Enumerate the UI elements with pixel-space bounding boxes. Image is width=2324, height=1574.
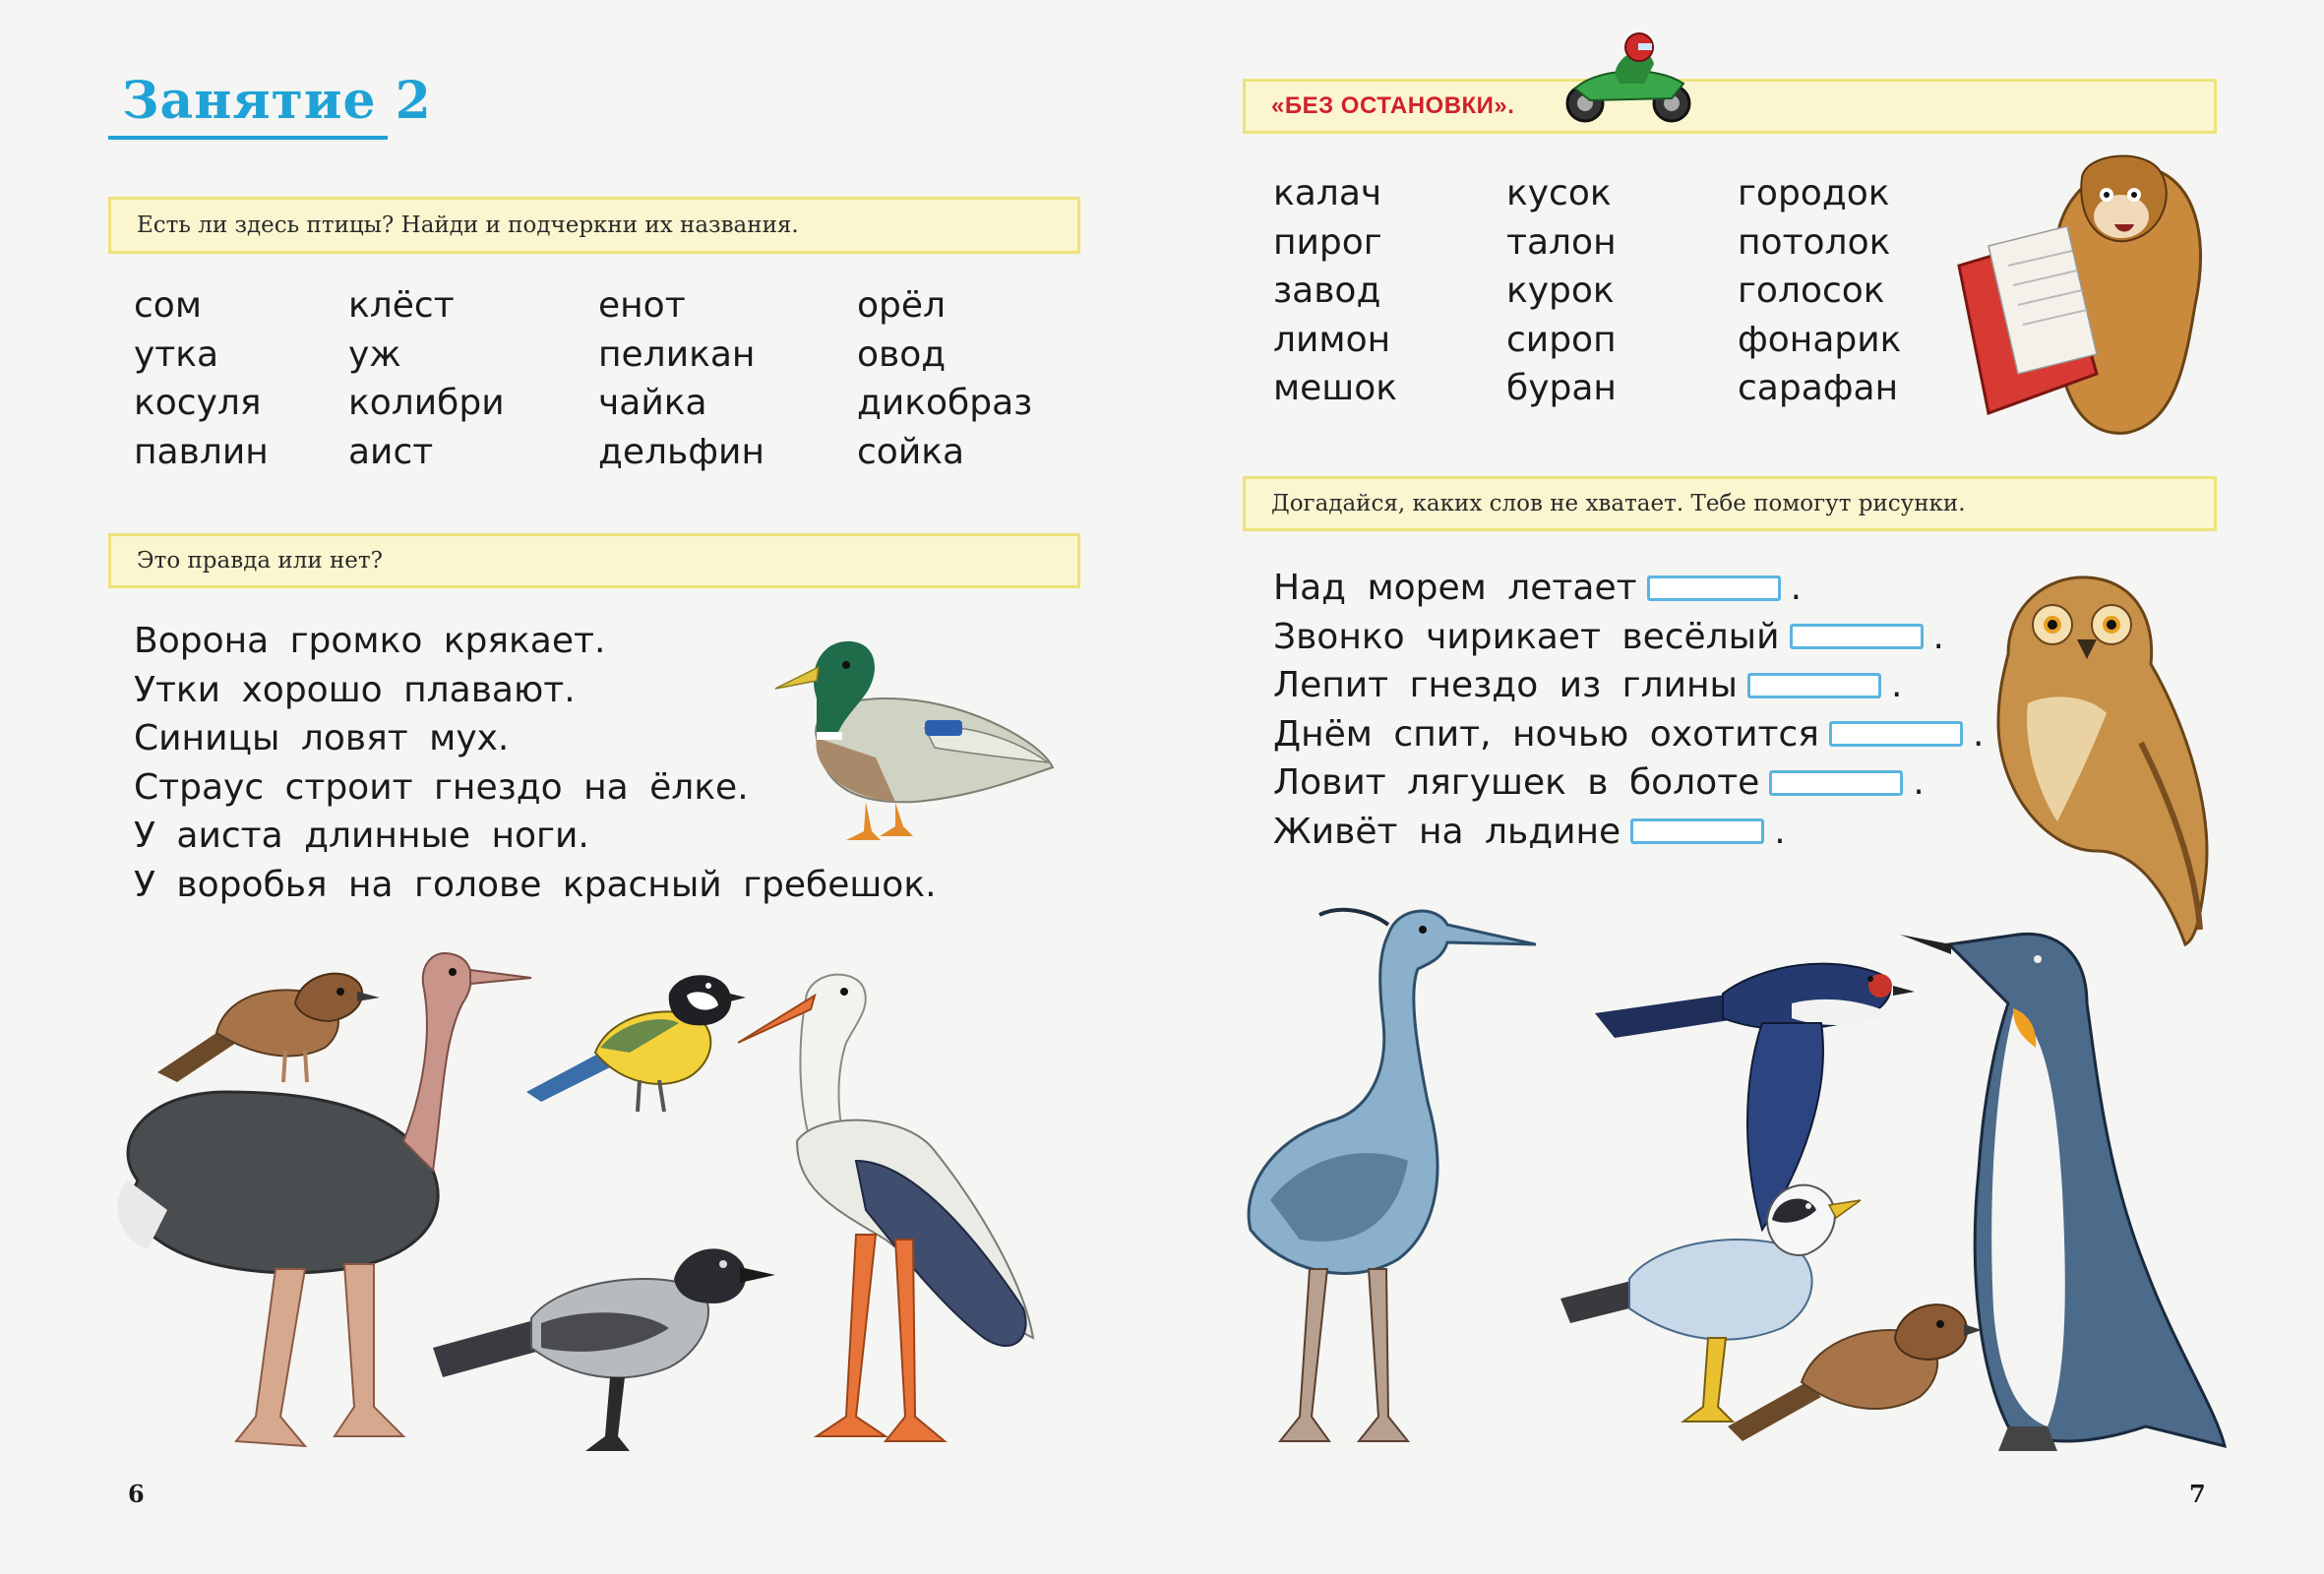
sentence: Синицы ловят мух. — [134, 718, 510, 758]
word[interactable]: овод — [857, 333, 947, 375]
word[interactable]: клёст — [348, 285, 455, 326]
fill-row — [1273, 613, 1984, 662]
end-mark: . — [1890, 665, 1903, 705]
word[interactable]: уж — [348, 333, 401, 375]
word: калач — [1273, 173, 1382, 213]
heron-illustration — [1241, 905, 1536, 1456]
page-number: 7 — [2189, 1480, 2206, 1508]
duck-illustration — [748, 630, 1063, 846]
lesson-title: Занятие 2 — [122, 71, 432, 131]
word[interactable]: колибри — [348, 383, 505, 423]
word[interactable]: утка — [134, 333, 219, 375]
tit-illustration — [521, 954, 748, 1121]
answer-blank[interactable] — [1829, 721, 1963, 747]
sentence: Ворона громко крякает. — [134, 621, 606, 661]
sentence: Лепит гнездо из глины — [1273, 665, 1738, 705]
task-instruction: Догадайся, каких слов не хватает. Тебе помогут рисунки. — [1271, 491, 1966, 516]
word[interactable]: дикобраз — [857, 383, 1033, 423]
task-bar-true-false — [108, 533, 1080, 588]
word: мешок — [1273, 368, 1398, 408]
end-mark: . — [1972, 713, 1985, 755]
word[interactable]: пеликан — [598, 333, 756, 375]
word: городок — [1738, 173, 1890, 213]
badge-text: «БЕЗ ОСТАНОВКИ». — [1271, 92, 1515, 119]
word: фонарик — [1738, 319, 1902, 360]
fill-row — [1273, 710, 1984, 759]
word: курок — [1506, 271, 1615, 311]
word-column-3 — [598, 281, 764, 476]
task-instruction: Есть ли здесь птицы? Найди и подчеркни их названия. — [137, 212, 799, 238]
answer-blank[interactable] — [1790, 624, 1924, 649]
stork-illustration — [738, 964, 1092, 1466]
word: сарафан — [1738, 368, 1899, 408]
fill-row — [1273, 564, 1984, 613]
sentence: Над морем летает — [1273, 568, 1637, 608]
end-mark: . — [1790, 568, 1803, 608]
syllable-column-1 — [1273, 169, 1397, 413]
task-bar-missing-words — [1243, 476, 2217, 531]
word[interactable]: орёл — [857, 285, 947, 326]
right-page — [1162, 0, 2324, 1574]
word-column-4 — [857, 281, 1032, 476]
word[interactable]: дельфин — [598, 431, 764, 472]
word: талон — [1506, 221, 1617, 263]
sentence: Страус строит гнездо на ёлке. — [134, 766, 749, 808]
word[interactable]: косуля — [134, 383, 262, 423]
word: голосок — [1738, 271, 1885, 311]
fill-row — [1273, 808, 1984, 857]
fill-row — [1273, 758, 1984, 808]
answer-blank[interactable] — [1769, 770, 1903, 796]
end-mark: . — [1774, 811, 1786, 852]
syllable-column-2 — [1506, 169, 1617, 413]
sentence: У аиста длинные ноги. — [134, 816, 589, 856]
crow-illustration — [423, 1210, 777, 1466]
end-mark: . — [1913, 762, 1925, 803]
owl-illustration — [1969, 566, 2225, 949]
sentence: Днём спит, ночью охотится — [1273, 713, 1819, 755]
answer-blank[interactable] — [1747, 673, 1881, 698]
answer-blank[interactable] — [1647, 575, 1781, 601]
word: завод — [1273, 271, 1381, 311]
word: кусок — [1506, 173, 1612, 213]
word[interactable]: енот — [598, 285, 686, 326]
sentence: У воробья на голове красный гребешок. — [134, 864, 937, 905]
title-underline — [108, 136, 388, 140]
penguin-illustration — [1890, 915, 2244, 1466]
sentence: Ловит лягушек в болоте — [1273, 762, 1760, 803]
motorcyclist-icon — [1556, 30, 1703, 128]
sentence: Звонко чирикает весёлый — [1273, 616, 1780, 657]
syllable-column-3 — [1738, 169, 1901, 413]
word: сироп — [1506, 319, 1617, 360]
end-mark: . — [1932, 616, 1944, 657]
page-number: 6 — [128, 1480, 145, 1508]
badge-bar — [1243, 79, 2217, 134]
fill-in-sentences — [1273, 564, 1984, 856]
task-instruction: Это правда или нет? — [137, 548, 383, 574]
sentence: Утки хорошо плавают. — [134, 669, 576, 710]
word: потолок — [1738, 221, 1891, 263]
word-column-1 — [134, 281, 269, 476]
word: лимон — [1273, 319, 1391, 360]
word[interactable]: сом — [134, 285, 202, 326]
word: пирог — [1273, 221, 1382, 263]
word: буран — [1506, 368, 1617, 408]
word[interactable]: аист — [348, 431, 434, 472]
monkey-reading-illustration — [1949, 148, 2210, 443]
word[interactable]: чайка — [598, 383, 707, 423]
word[interactable]: павлин — [134, 431, 269, 472]
task-bar-birds — [108, 197, 1080, 254]
answer-blank[interactable] — [1630, 818, 1764, 844]
sentence: Живёт на льдине — [1273, 811, 1621, 852]
fill-row — [1273, 661, 1984, 710]
word-column-2 — [348, 281, 505, 476]
word[interactable]: сойка — [857, 431, 965, 472]
